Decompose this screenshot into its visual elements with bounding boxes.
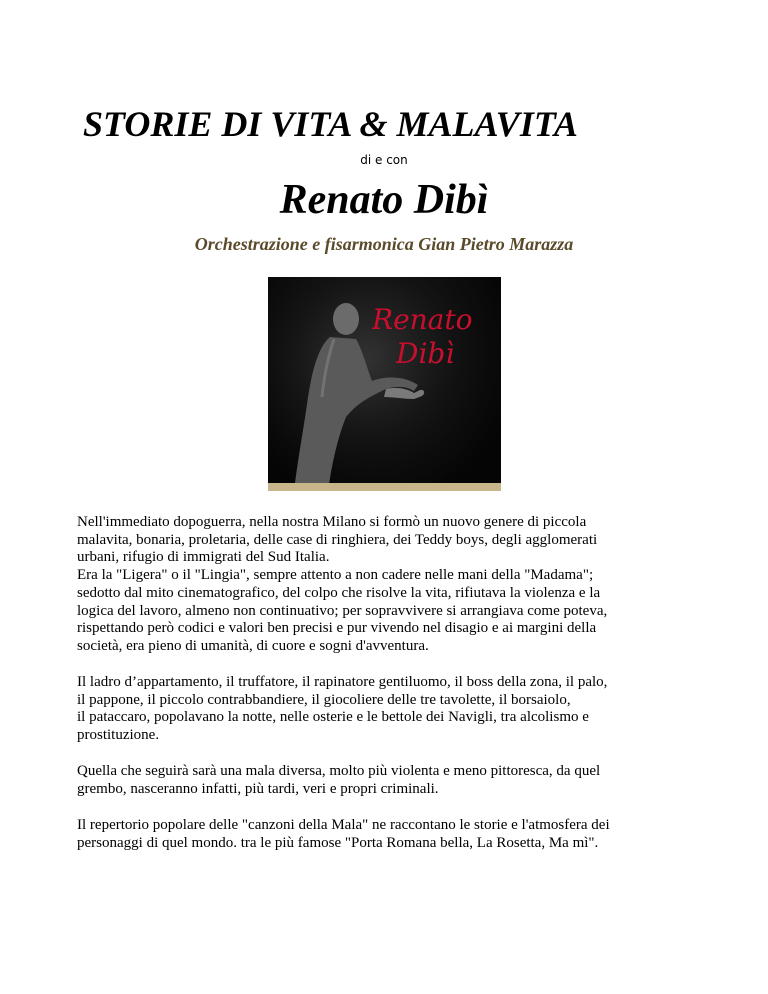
text-line: sedotto dal mito cinematografico, del colpo che risolve la vita, rifiutava la violenza e la: [77, 584, 601, 601]
text-line: urbani, rifugio di immigrati del Sud Italia.: [77, 549, 330, 566]
paragraph-1: [77, 514, 697, 656]
orchestration-credit: Orchestrazione e fisarmonica Gian Pietro Marazza: [194, 234, 574, 254]
author-name: Renato Dibì: [279, 177, 489, 223]
paragraph-4: [77, 817, 697, 852]
text-line: prostituzione.: [77, 727, 160, 744]
text-line: il pappone, il piccolo contrabbandiere, il giocoliere delle tre tavolette, il borsaiolo,: [77, 691, 571, 708]
subtitle: di e con: [360, 153, 408, 167]
text-line: grembo, nasceranno infatti, più tardi, veri e propri criminali.: [77, 780, 439, 797]
album-cover-image: [268, 277, 501, 491]
page-title: STORIE DI VITA & MALAVITA: [83, 104, 578, 144]
text-line: Il ladro d’appartamento, il truffatore, il rapinatore gentiluomo, il boss della zona, il palo,: [77, 674, 608, 690]
text-line: società, era pieno di umanità, di cuore e sogni d'avventura.: [77, 637, 429, 654]
paragraph-3: [77, 763, 697, 798]
cover-first-name: Renato: [372, 303, 473, 336]
text-line: Nell'immediato dopoguerra, nella nostra Milano si formò un nuovo genere di piccola: [77, 514, 587, 530]
cover-title: [268, 277, 501, 491]
text-line: Quella che seguirà sarà una mala diversa, molto più violenta e meno pittoresca, da quel: [77, 763, 601, 779]
text-line: logica del lavoro, almeno non continuativo; per sopravvivere si arrangiava come poteva,: [77, 602, 608, 619]
text-line: personaggi di quel mondo. tra le più famose "Porta Romana bella, La Rosetta, Ma mì".: [77, 834, 599, 851]
text-line: rispettando però codici e valori ben precisi e pur vivendo nel disagio e ai margini della: [77, 620, 597, 637]
cover-last-name: Dibì: [396, 337, 455, 370]
text-line: il pataccaro, popolavano la notte, nelle osterie e le bettole dei Navigli, tra alcolismo e: [77, 709, 589, 726]
cover-bottom-strip: [268, 483, 501, 491]
text-line: malavita, bonaria, proletaria, delle case di ringhiera, dei Teddy boys, degli agglomerati: [77, 531, 598, 548]
text-line: Era la "Ligera" o il "Lingia", sempre attento a non cadere nelle mani della "Madama";: [77, 567, 594, 584]
text-line: Il repertorio popolare delle "canzoni della Mala" ne raccontano le storie e l'atmosfera dei: [77, 817, 610, 833]
paragraph-2: [77, 674, 697, 745]
